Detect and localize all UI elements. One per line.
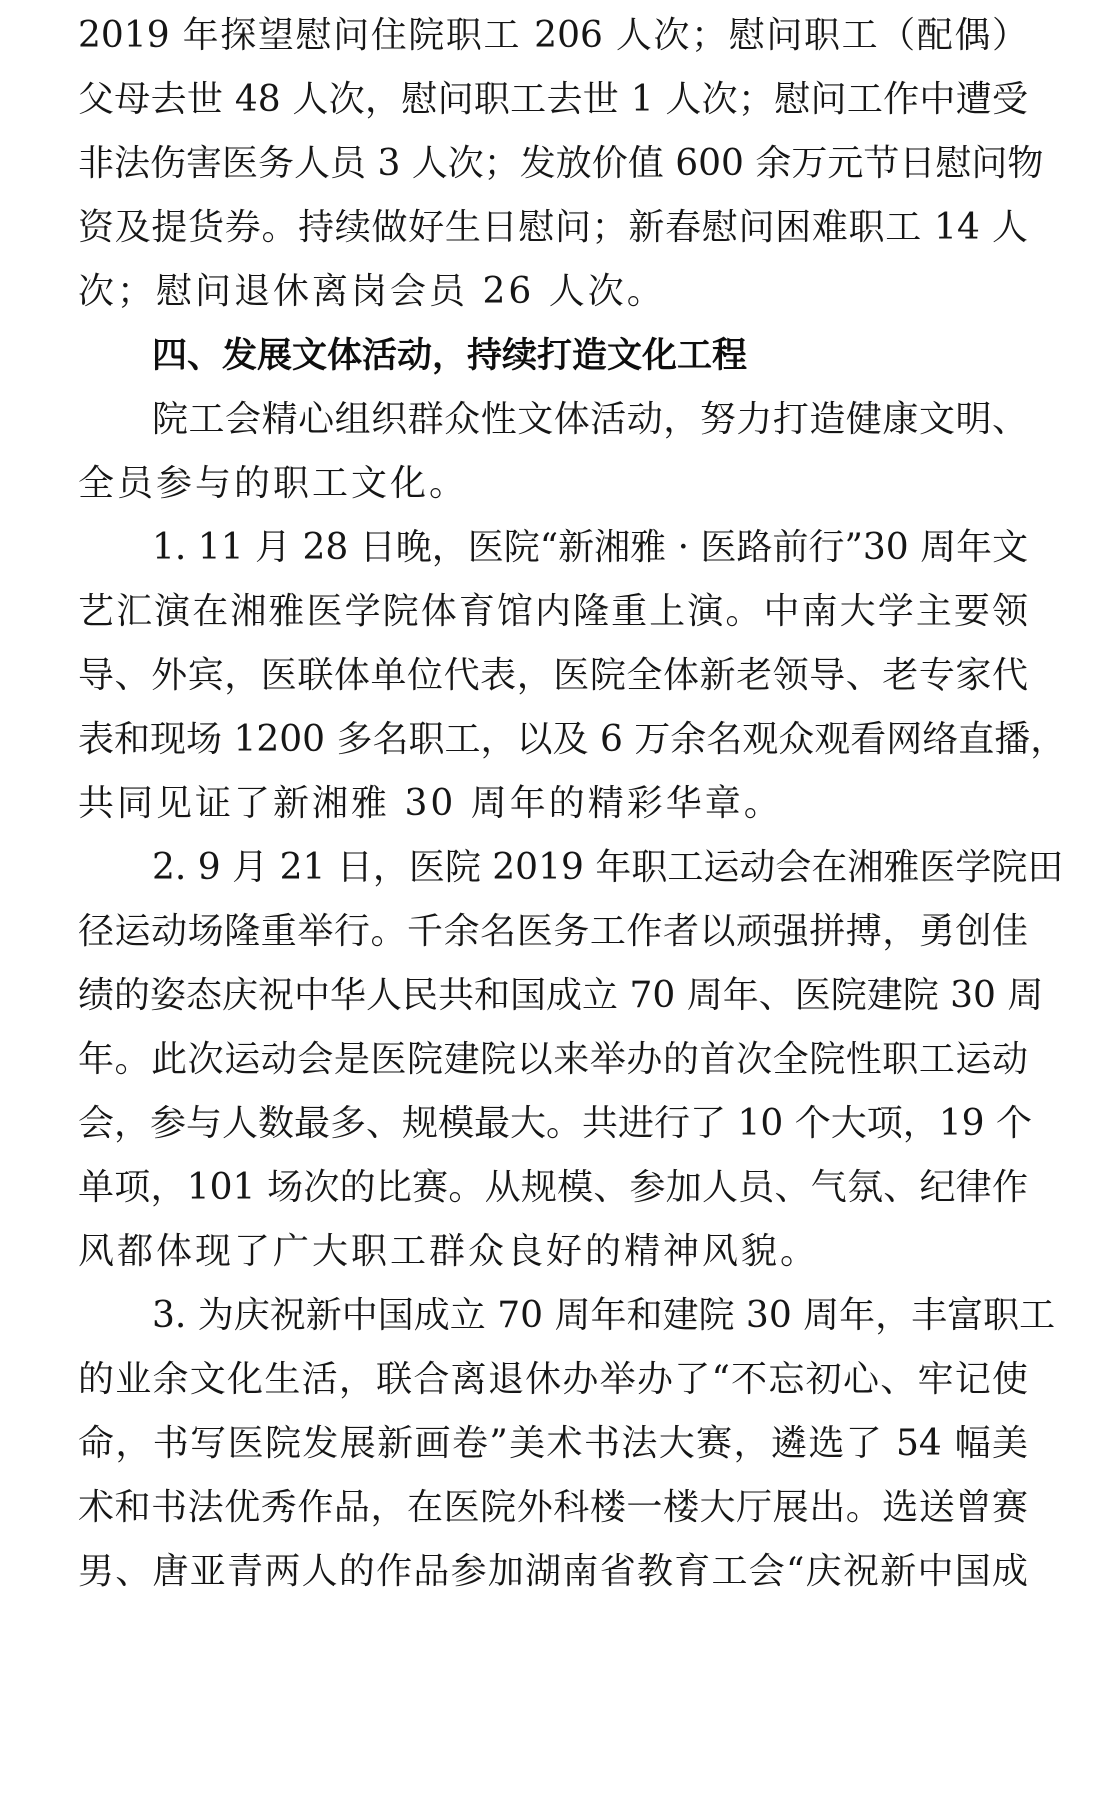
text-line: 会，参与人数最多、规模最大。共进行了 10 个大项，19 个 xyxy=(78,1103,1032,1144)
section-heading: 四、发展文体活动，持续打造文化工程 xyxy=(152,336,748,376)
text-line: 单项，101 场次的比赛。从规模、参加人员、气氛、纪律作 xyxy=(78,1167,1028,1208)
text-line: 导、外宾，医联体单位代表，医院全体新老领导、老专家代 xyxy=(78,655,1028,696)
text-line: 全员参与的职工文化。 xyxy=(78,463,469,504)
text-line: 术和书法优秀作品，在医院外科楼一楼大厅展出。选送曾赛 xyxy=(78,1487,1028,1528)
text-line: 的业余文化生活，联合离退休办举办了“不忘初心、牢记使 xyxy=(78,1359,1028,1400)
text-line: 艺汇演在湘雅医学院体育馆内隆重上演。中南大学主要领 xyxy=(78,591,1028,632)
text-line: 2019 年探望慰问住院职工 206 人次；慰问职工（配偶） xyxy=(78,15,1028,56)
text-line: 年。此次运动会是医院建院以来举办的首次全院性职工运动 xyxy=(78,1039,1028,1080)
text-line: 资及提货券。持续做好生日慰问；新春慰问困难职工 14 人 xyxy=(78,207,1028,248)
text-line: 风都体现了广大职工群众良好的精神风貌。 xyxy=(78,1231,820,1272)
text-line: 男、唐亚青两人的作品参加湖南省教育工会“庆祝新中国成 xyxy=(78,1551,1028,1592)
text-line: 表和现场 1200 多名职工，以及 6 万余名观众观看网络直播， xyxy=(78,719,1067,760)
text-line: 3. 为庆祝新中国成立 70 周年和建院 30 周年，丰富职工 xyxy=(152,1295,1056,1336)
text-line: 父母去世 48 人次，慰问职工去世 1 人次；慰问工作中遭受 xyxy=(78,79,1028,120)
text-line: 非法伤害医务人员 3 人次；发放价值 600 余万元节日慰问物 xyxy=(78,143,1044,184)
text-line: 2. 9 月 21 日，医院 2019 年职工运动会在湘雅医学院田 xyxy=(152,847,1064,888)
text-line: 命，书写医院发展新画卷”美术书法大赛，遴选了 54 幅美 xyxy=(78,1423,1028,1464)
text-line: 径运动场隆重举行。千余名医务工作者以顽强拼搏，勇创佳 xyxy=(78,911,1028,952)
text-line: 次；慰问退休离岗会员 26 人次。 xyxy=(78,271,666,312)
text-line: 共同见证了新湘雅 30 周年的精彩华章。 xyxy=(78,783,783,824)
text-line: 绩的姿态庆祝中华人民共和国成立 70 周年、医院建院 30 周 xyxy=(78,975,1044,1016)
text-line: 1. 11 月 28 日晚，医院“新湘雅 · 医路前行”30 周年文 xyxy=(152,527,1029,568)
text-line: 院工会精心组织群众性文体活动，努力打造健康文明、 xyxy=(152,399,1028,440)
